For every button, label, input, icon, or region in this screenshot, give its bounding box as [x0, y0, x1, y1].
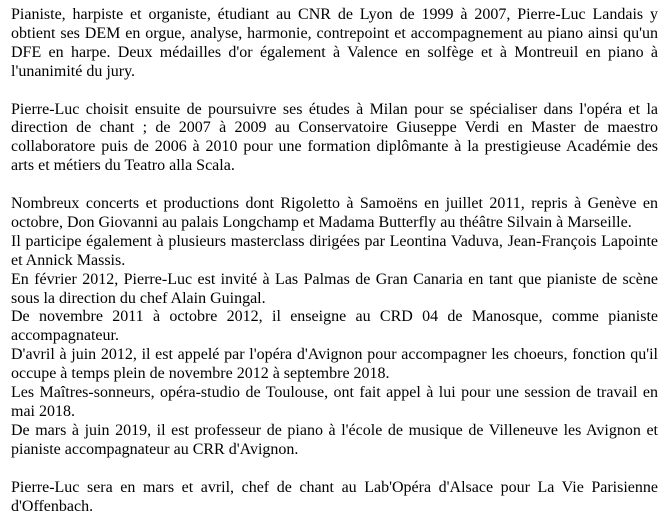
career-villeneuve: De mars à juin 2019, il est professeur de piano à l'école de musique de Villeneuve les Avignon et pianiste accompagnateur au CRR d'Avignon. — [11, 421, 658, 458]
career-concerts: Nombreux concerts et productions dont Rigoletto à Samoëns en juillet 2011, repris à Genève en octobre, Don Giovanni au palais Longchamp et Madama Butterfly au théâtre Silvain à Marseille. — [11, 195, 658, 231]
paragraph-gap — [11, 460, 658, 479]
career-avignon-opera: D'avril à juin 2012, il est appelé par l'opéra d'Avignon pour accompagner les choeurs, fonction qu'il occupe à temps plein de novembre 2012 à septembre 2018. — [11, 346, 658, 383]
paragraph-upcoming: Pierre-Luc sera en mars et avril, chef de chant au Lab'Opéra d'Alsace pour La Vie Parisienne d'Offenbach. — [11, 478, 658, 515]
paragraph-gap — [11, 176, 658, 195]
career-toulouse: Les Maîtres-sonneurs, opéra-studio de Toulouse, ont fait appel à lui pour une session de travail en mai 2018. — [11, 384, 658, 420]
career-masterclass: Il participe également à plusieurs masterclass dirigées par Leontina Vaduva, Jean-François Lapointe et Annick Massis. — [11, 232, 658, 269]
paragraph-career — [11, 195, 658, 460]
biography-document — [11, 6, 658, 516]
career-manosque: De novembre 2011 à octobre 2012, il enseigne au CRD 04 de Manosque, comme pianiste accompagnateur. — [11, 308, 658, 345]
paragraph-education: Pianiste, harpiste et organiste, étudiant au CNR de Lyon de 1999 à 2007, Pierre-Luc Landais y obtient ses DEM en orgue, analyse, harmonie, contrepoint et accompagnement au piano ainsi qu'un DFE en harpe. Deux médailles d'or également à Valence en solfège et à Montreuil en piano à l'unanimité du jury. — [11, 6, 658, 80]
paragraph-gap — [11, 82, 658, 101]
paragraph-milan-studies: Pierre-Luc choisit ensuite de poursuivre ses études à Milan pour se spécialiser dans l'opéra et la direction de chant ; de 2007 à 2009 au Conservatoire Giuseppe Verdi en Master de maestro collaboratore puis de 2006 à 2010 pour une formation diplômante à la prestigieuse Académie des arts et métiers du Teatro alla Scala. — [11, 100, 658, 175]
career-las-palmas: En février 2012, Pierre-Luc est invité à Las Palmas de Gran Canaria en tant que pianiste de scène sous la direction du chef Alain Guingal. — [11, 270, 658, 307]
